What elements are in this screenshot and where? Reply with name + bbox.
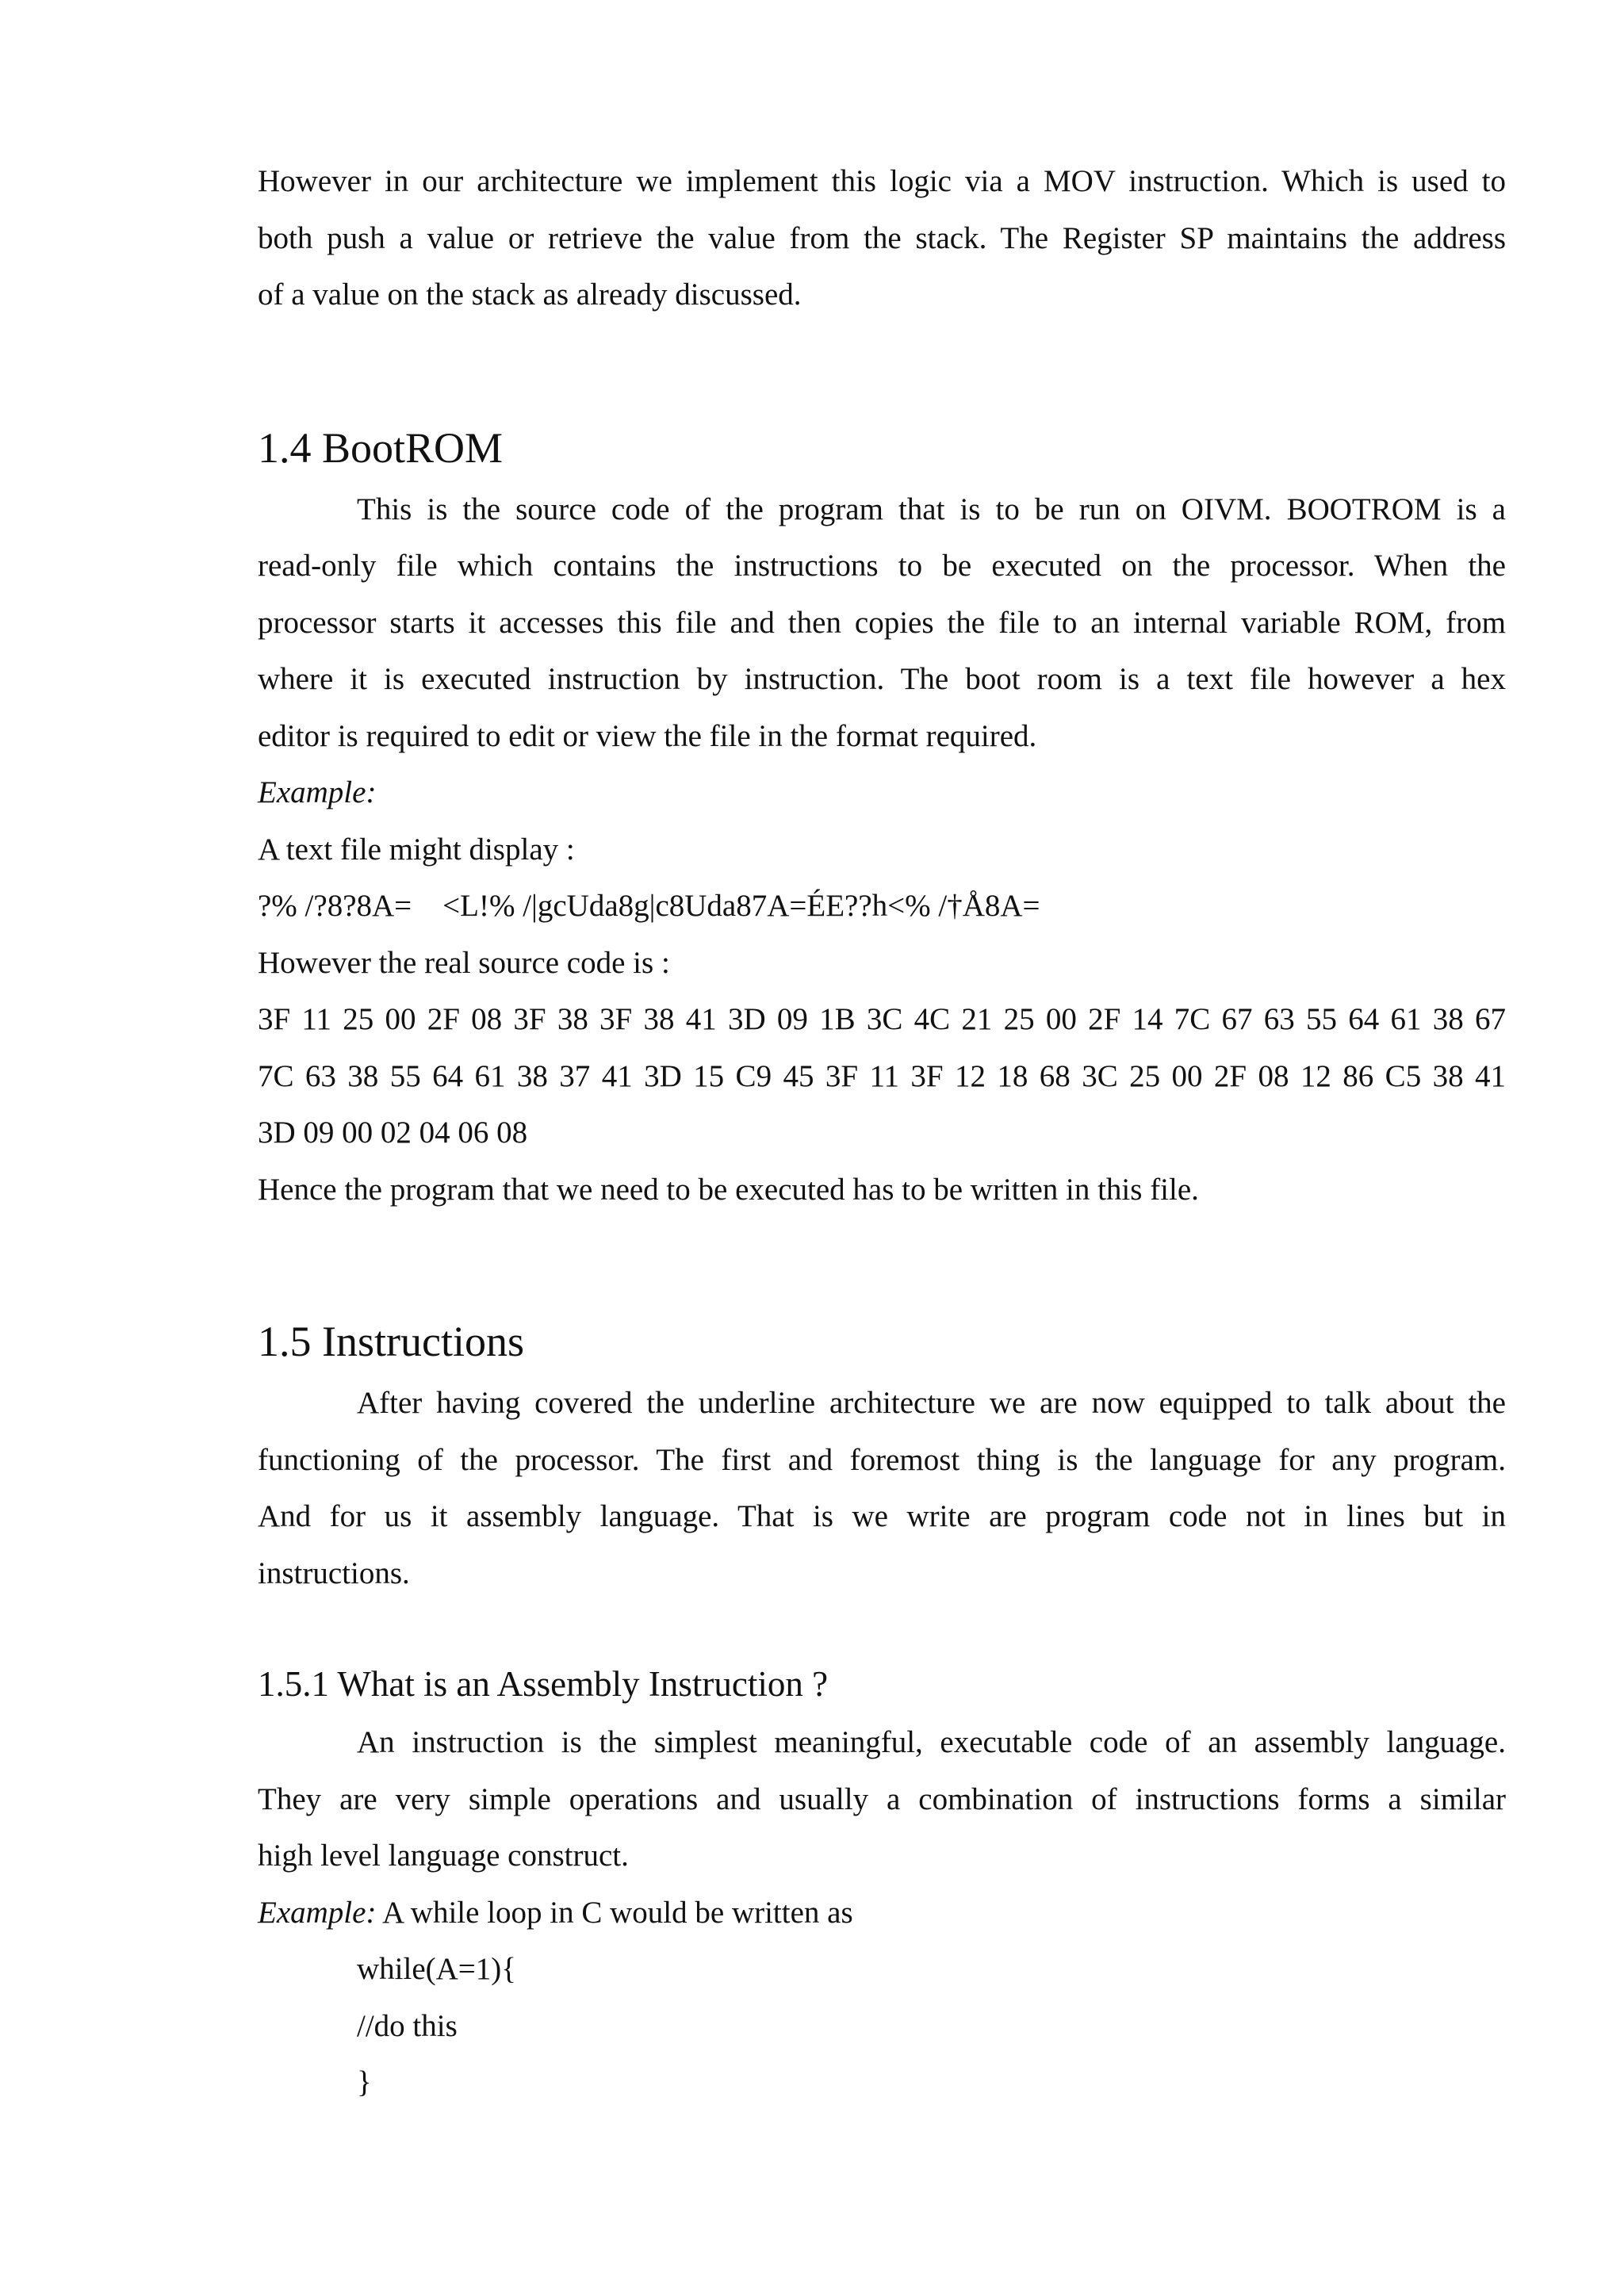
instructions-line: instructions.: [258, 1556, 410, 1590]
text-display-label: A text file might display :: [258, 832, 575, 867]
hex-line: 7C 63 38 55 64 61 38 37 41 3D 15 C9 45 3F 11 3F 12 18 68 3C 25 00 2F 08 12 86 C5 38 41: [258, 1058, 1506, 1093]
code-line: }: [357, 2065, 372, 2099]
bootrom-line: read-only file which contains the instructions to be executed on the processor. When the: [258, 549, 1506, 583]
code-line: //do this: [357, 2008, 458, 2043]
instructions-paragraph: [258, 1375, 1506, 1601]
bootrom-line: where it is executed instruction by instruction. The boot room is a text file however a hex: [258, 662, 1506, 696]
assembly-line: An instruction is the simplest meaningful, executable code of an assembly language.: [357, 1725, 1506, 1759]
intro-line: both push a value or retrieve the value from the stack. The Register SP maintains the address: [258, 220, 1506, 255]
bootrom-paragraph: [258, 481, 1506, 765]
document-page: [258, 153, 1506, 2111]
instructions-line: functioning of the processor. The first and foremost thing is the language for any program.: [258, 1442, 1506, 1477]
bootrom-conclusion: Hence the program that we need to be executed has to be written in this file.: [258, 1172, 1199, 1207]
real-source-label: However the real source code is :: [258, 945, 670, 980]
section-heading-bootrom: 1.4 BootROM: [258, 423, 504, 472]
instructions-line: And for us it assembly language. That is we write are program code not in lines but in: [258, 1499, 1506, 1533]
hex-line: 3F 11 25 00 2F 08 3F 38 3F 38 41 3D 09 1B 3C 4C 21 25 00 2F 14 7C 67 63 55 64 61 38 67: [258, 1002, 1506, 1036]
section-heading-instructions: 1.5 Instructions: [258, 1318, 524, 1365]
assembly-example-text: A while loop in C would be written as: [376, 1895, 853, 1930]
assembly-example-label: Example:: [258, 1895, 377, 1930]
code-line: while(A=1){: [357, 1952, 516, 1986]
example-label: [258, 764, 1506, 821]
assembly-paragraph: [258, 1714, 1506, 1885]
bootrom-line: This is the source code of the program that is to be run on OIVM. BOOTROM is a: [357, 492, 1506, 526]
intro-line: However in our architecture we implement this logic via a MOV instruction. Which is used to: [258, 164, 1506, 198]
hex-line: 3D 09 00 02 04 06 08: [258, 1115, 528, 1150]
example-label-text: Example:: [258, 775, 377, 809]
bootrom-line: processor starts it accesses this file and then copies the file to an internal variable ROM, from: [258, 605, 1506, 640]
bootrom-line: editor is required to edit or view the file in the format required.: [258, 718, 1037, 753]
intro-paragraph: [258, 153, 1506, 323]
garbled-text: ?% /?8?8A= <L!% /|gcUda8g|c8Uda87A=ÉE??h<% /†Å8A=: [258, 889, 1040, 923]
assembly-line: They are very simple operations and usually a combination of instructions forms a similar: [258, 1781, 1506, 1816]
assembly-example: [258, 1885, 1506, 1942]
intro-line: of a value on the stack as already discussed.: [258, 277, 802, 312]
assembly-line: high level language construct.: [258, 1839, 629, 1873]
code-block: [258, 1941, 1506, 2111]
subsection-heading-assembly: 1.5.1 What is an Assembly Instruction ?: [258, 1664, 829, 1704]
instructions-line: After having covered the underline architecture we are now equipped to talk about the: [357, 1386, 1506, 1420]
hex-dump: [258, 991, 1506, 1161]
